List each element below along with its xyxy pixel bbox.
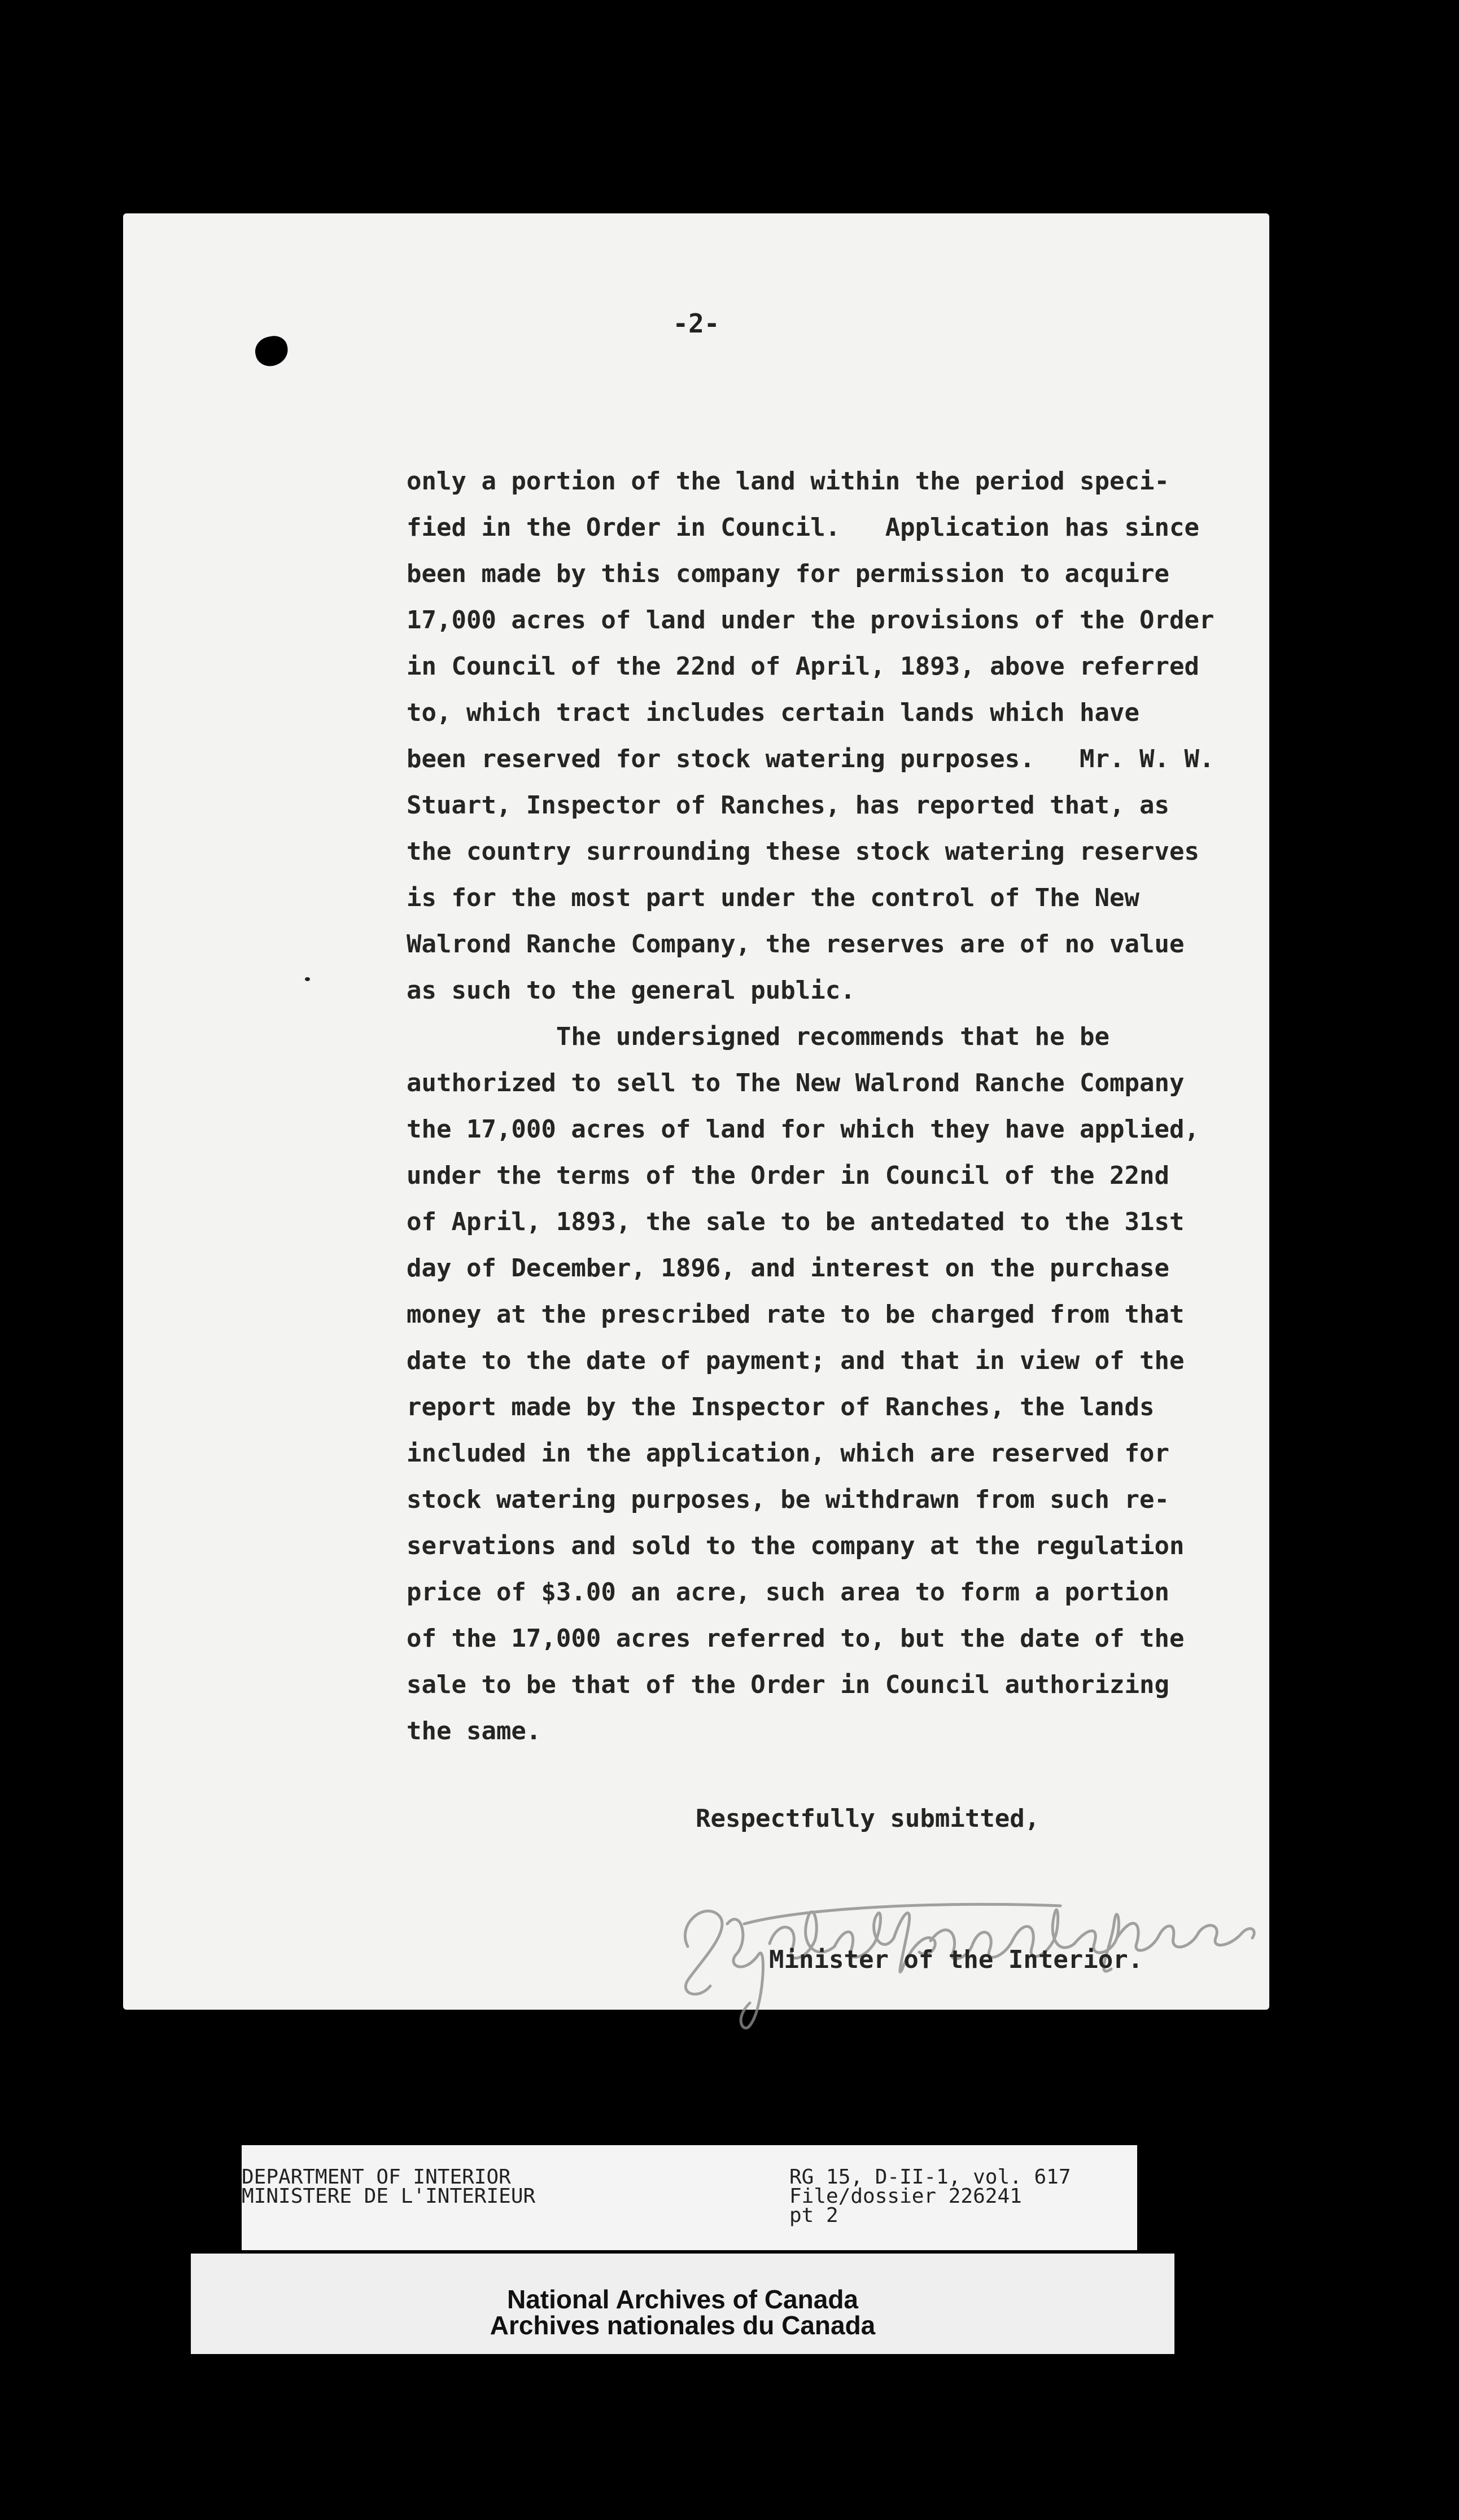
text-line: under the terms of the Order in Council of the 22nd — [407, 1161, 1170, 1190]
text-line: price of $3.00 an acre, such area to form a portion — [407, 1578, 1170, 1607]
text-line: day of December, 1896, and interest on the purchase — [407, 1254, 1170, 1283]
text-line: the same. — [407, 1717, 541, 1745]
text-line: been reserved for stock watering purposes. Mr. W. W. — [407, 745, 1215, 773]
text-line: authorized to sell to The New Walrond Ranche Company — [407, 1069, 1185, 1097]
text-line: is for the most part under the control of The New — [407, 883, 1140, 912]
text-line: stock watering purposes, be withdrawn from such re- — [407, 1485, 1170, 1514]
text-line: included in the application, which are reserved for — [407, 1439, 1170, 1468]
text-line: fied in the Order in Council. Application has since — [407, 513, 1199, 542]
text-line: Walrond Ranche Company, the reserves are of no value — [407, 930, 1185, 959]
body-text — [407, 458, 1215, 1755]
file-number: File/dossier 226241 — [789, 2185, 1022, 2208]
text-line: the 17,000 acres of land for which they have applied, — [407, 1115, 1199, 1144]
archives-name-fr: Archives nationales du Canada — [490, 2311, 876, 2340]
text-line: the country surrounding these stock watering reserves — [407, 837, 1199, 866]
text-line: 17,000 acres of land under the provisions of the Order — [407, 606, 1215, 635]
signatory-title: Minister of the Interior. — [769, 1945, 1143, 1974]
page-number: -2- — [672, 308, 720, 339]
document-page — [123, 213, 1269, 2010]
closing-salutation: Respectfully submitted, — [696, 1804, 1040, 1833]
archives-name — [191, 2286, 1174, 2338]
text-line: The undersigned recommends that he be — [407, 1022, 1110, 1051]
text-line: sale to be that of the Order in Council authorizing — [407, 1670, 1170, 1699]
text-line: in Council of the 22nd of April, 1893, above referred — [407, 652, 1199, 681]
department-en: DEPARTMENT OF INTERIOR — [242, 2165, 511, 2189]
handwritten-signature — [665, 1839, 1275, 2031]
text-line: to, which tract includes certain lands which have — [407, 698, 1140, 727]
part-number: pt 2 — [789, 2204, 838, 2227]
reference-number: RG 15, D-II-1, vol. 617 — [789, 2165, 1071, 2189]
text-line: as such to the general public. — [407, 976, 855, 1005]
margin-mark — [305, 977, 310, 981]
department-fr: MINISTERE DE L'INTERIEUR — [242, 2185, 536, 2208]
text-line: servations and sold to the company at the regulation — [407, 1532, 1185, 1560]
archive-reference-label — [242, 2145, 1137, 2250]
text-line: of the 17,000 acres referred to, but the date of the — [407, 1624, 1185, 1653]
department-names — [242, 2165, 536, 2208]
text-line: been made by this company for permission to acquire — [407, 559, 1170, 588]
file-reference — [789, 2165, 1071, 2227]
text-line: report made by the Inspector of Ranches, the lands — [407, 1393, 1155, 1421]
text-line: date to the date of payment; and that in view of the — [407, 1346, 1185, 1375]
text-line: of April, 1893, the sale to be antedated to the 31st — [407, 1208, 1185, 1236]
text-line: money at the prescribed rate to be charged from that — [407, 1300, 1185, 1329]
archives-banner — [191, 2254, 1174, 2354]
text-line: Stuart, Inspector of Ranches, has reported that, as — [407, 791, 1170, 820]
archives-name-en: National Archives of Canada — [506, 2285, 858, 2314]
text-line: only a portion of the land within the period speci- — [407, 467, 1170, 496]
